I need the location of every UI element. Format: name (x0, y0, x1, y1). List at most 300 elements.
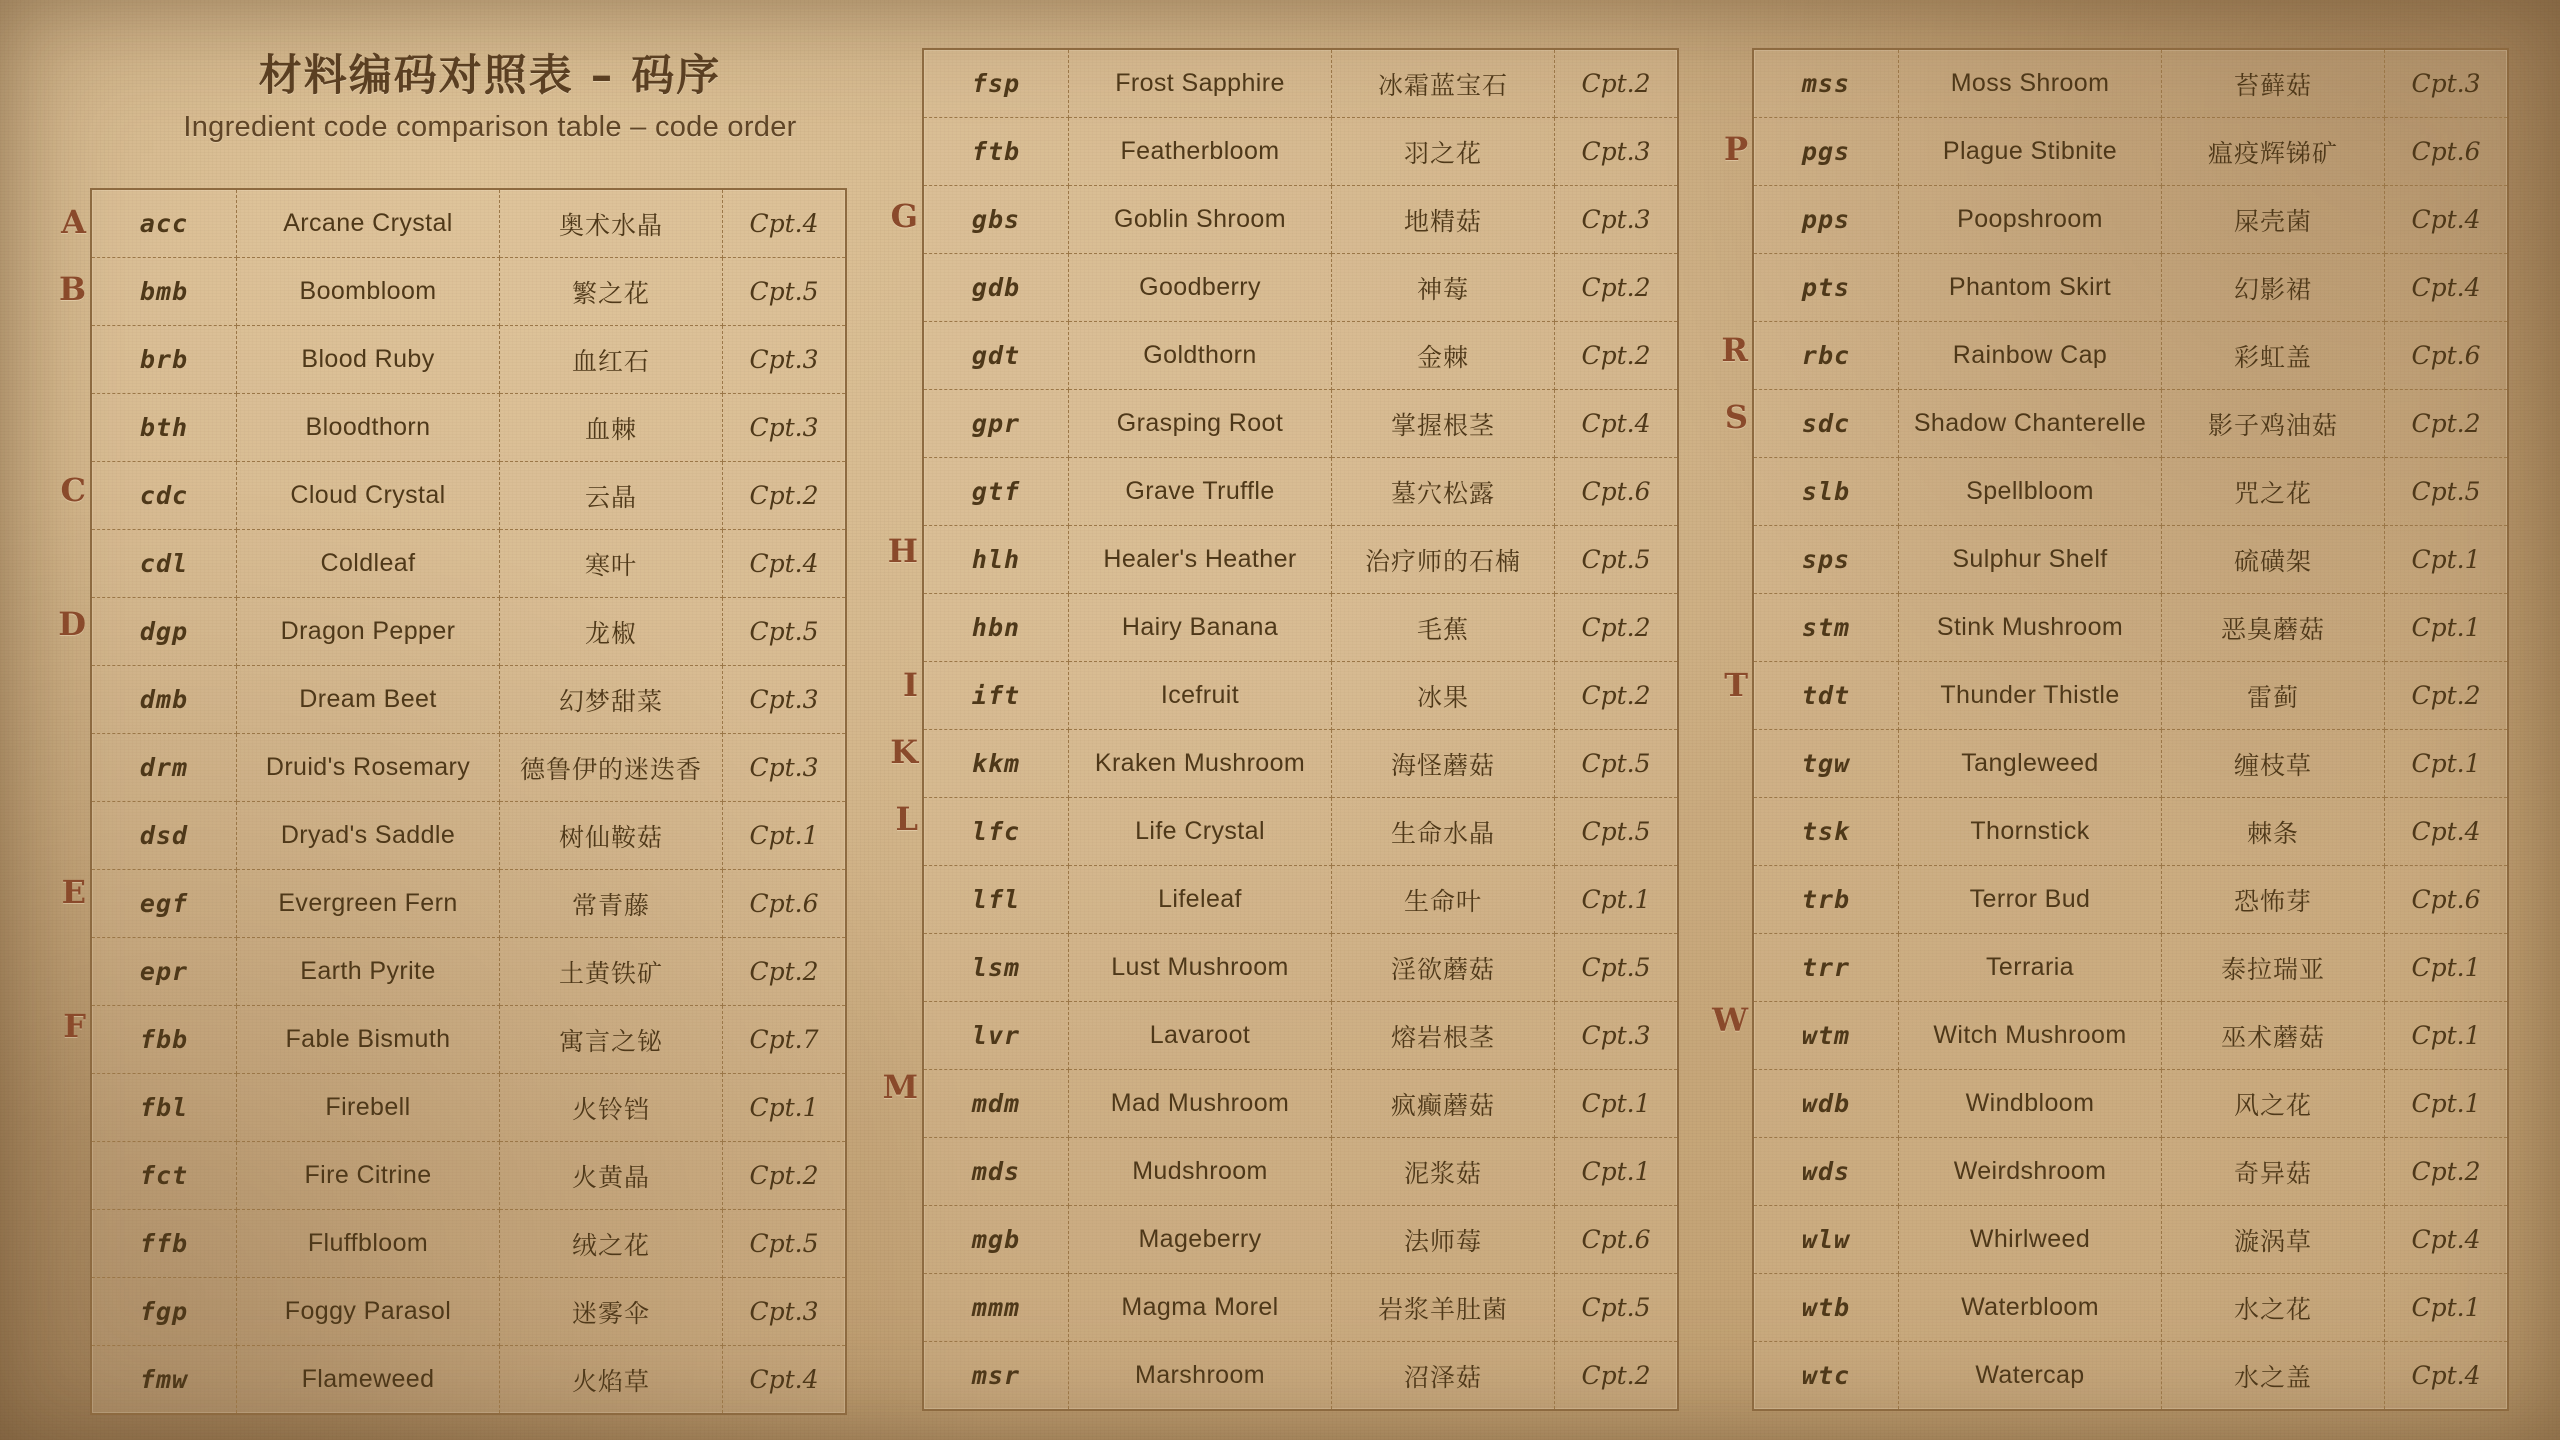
ingredient-name-en: Foggy Parasol (237, 1278, 500, 1346)
ingredient-name-en: Witch Mushroom (1899, 1002, 2162, 1070)
ingredient-name-en: Lifeleaf (1069, 866, 1332, 934)
ingredient-code: sdc (1754, 390, 1899, 458)
ingredient-name-en: Shadow Chanterelle (1899, 390, 2162, 458)
table-row (1754, 934, 2507, 1002)
group-letter-w: W (1712, 1000, 1748, 1039)
ingredient-name-en: Mad Mushroom (1069, 1070, 1332, 1138)
ingredient-chapter: Cpt.4 (2385, 186, 2508, 254)
ingredient-code: tgw (1754, 730, 1899, 798)
table-row (924, 934, 1677, 1002)
ingredient-chapter: Cpt.5 (1555, 526, 1678, 594)
table-row (1754, 730, 2507, 798)
ingredient-name-en: Grave Truffle (1069, 458, 1332, 526)
ingredient-name-en: Cloud Crystal (237, 462, 500, 530)
table-row (1754, 866, 2507, 934)
ingredient-name-en: Hairy Banana (1069, 594, 1332, 662)
ingredient-code: wtb (1754, 1274, 1899, 1342)
code-table-1 (92, 190, 845, 1413)
ingredient-code: fmw (92, 1346, 237, 1414)
ingredient-code: lfl (924, 866, 1069, 934)
ingredient-code: cdc (92, 462, 237, 530)
table-row (92, 802, 845, 870)
ingredient-name-cn: 奥术水晶 (500, 190, 723, 258)
table-row (1754, 1342, 2507, 1410)
ingredient-name-en: Plague Stibnite (1899, 118, 2162, 186)
ingredient-chapter: Cpt.2 (1581, 1361, 1651, 1390)
ingredient-code: dgp (92, 598, 237, 666)
ingredient-name-cn: 恐怖芽 (2162, 866, 2385, 934)
table-row (924, 798, 1677, 866)
ingredient-name-en: Waterbloom (1899, 1274, 2162, 1342)
table-row (92, 598, 845, 666)
table-row (92, 190, 845, 258)
table-row (924, 866, 1677, 934)
ingredient-chapter: Cpt.5 (2385, 458, 2508, 526)
ingredient-code: wdb (1754, 1070, 1899, 1138)
group-letter-a: A (61, 202, 86, 241)
ingredient-name-cn: 岩浆羊肚菌 (1332, 1274, 1555, 1342)
table-row (1754, 390, 2507, 458)
ingredient-name-en: Lavaroot (1069, 1002, 1332, 1070)
ingredient-name-cn: 海怪蘑菇 (1332, 730, 1555, 798)
ingredient-name-cn: 疯癫蘑菇 (1332, 1070, 1555, 1138)
ingredient-name-en: Goblin Shroom (1069, 186, 1332, 254)
ingredient-name-en: Terraria (1899, 934, 2162, 1002)
ingredient-code: fbb (92, 1006, 237, 1074)
ingredient-code: mdm (924, 1070, 1069, 1138)
ingredient-code: pps (1754, 186, 1899, 254)
ingredient-code: hbn (924, 594, 1069, 662)
table-row (92, 1278, 845, 1346)
ingredient-name-cn: 治疗师的石楠 (1332, 526, 1555, 594)
table-row (924, 594, 1677, 662)
ingredient-code: egf (92, 870, 237, 938)
ingredient-chapter: Cpt.2 (2385, 390, 2508, 458)
ingredient-name-cn: 棘条 (2162, 798, 2385, 866)
ingredient-chapter: Cpt.6 (723, 870, 846, 938)
ingredient-chapter: Cpt.2 (723, 1142, 846, 1210)
ingredient-name-cn: 风之花 (2162, 1070, 2385, 1138)
ingredient-chapter: Cpt.1 (1555, 1070, 1678, 1138)
table-row (92, 326, 845, 394)
ingredient-name-cn: 水之花 (2162, 1274, 2385, 1342)
ingredient-name-en: Evergreen Fern (237, 870, 500, 938)
table-row (92, 258, 845, 326)
ingredient-code: mss (1754, 50, 1899, 118)
ingredient-name-cn: 淫欲蘑菇 (1332, 934, 1555, 1002)
ingredient-name-cn: 金棘 (1332, 322, 1555, 390)
ingredient-code: rbc (1754, 322, 1899, 390)
ingredient-code: gbs (924, 186, 1069, 254)
table-row (924, 50, 1677, 118)
page-title-cn: 材料编码对照表 – 码序 (258, 51, 722, 101)
ingredient-code: dsd (92, 802, 237, 870)
ingredient-code: trb (1754, 866, 1899, 934)
ingredient-code: drm (92, 734, 237, 802)
ingredient-chapter: Cpt.1 (723, 1074, 846, 1142)
ingredient-chapter: Cpt.3 (723, 394, 846, 462)
ingredient-chapter: Cpt.2 (1555, 322, 1678, 390)
ingredient-chapter: Cpt.3 (1555, 186, 1678, 254)
ingredient-chapter: Cpt.1 (1555, 866, 1678, 934)
ingredient-name-cn: 法师莓 (1332, 1206, 1555, 1274)
ingredient-name-cn: 羽之花 (1332, 118, 1555, 186)
group-letter-i: I (903, 665, 918, 704)
ingredient-chapter: Cpt.2 (1555, 254, 1678, 322)
group-letter-h: H (887, 531, 918, 570)
ingredient-name-cn: 水之盖 (2162, 1342, 2385, 1410)
ingredient-code: ffb (92, 1210, 237, 1278)
code-table-frame-3 (1752, 48, 2509, 1411)
table-row (1754, 662, 2507, 730)
table-row (92, 462, 845, 530)
ingredient-code: epr (92, 938, 237, 1006)
ingredient-name-en: Poopshroom (1899, 186, 2162, 254)
ingredient-name-en: Watercap (1899, 1342, 2162, 1410)
table-row (924, 1070, 1677, 1138)
ingredient-chapter: Cpt.2 (1555, 594, 1678, 662)
ingredient-name-en: Healer's Heather (1069, 526, 1332, 594)
ingredient-name-en: Thunder Thistle (1899, 662, 2162, 730)
table-row (924, 1138, 1677, 1206)
ingredient-name-en: Magma Morel (1069, 1274, 1332, 1342)
ingredient-chapter: Cpt.3 (1555, 1002, 1678, 1070)
group-letter-e: E (61, 872, 86, 911)
table-row (1754, 526, 2507, 594)
ingredient-name-en: Dryad's Saddle (237, 802, 500, 870)
ingredient-name-en: Sulphur Shelf (1899, 526, 2162, 594)
ingredient-code: fbl (92, 1074, 237, 1142)
ingredient-chapter: Cpt.6 (1555, 458, 1678, 526)
table-row (92, 1074, 845, 1142)
ingredient-name-cn: 苔藓菇 (2162, 50, 2385, 118)
table-row (924, 1274, 1677, 1342)
ingredient-name-en: Grasping Root (1069, 390, 1332, 458)
table-row (92, 1142, 845, 1210)
ingredient-chapter: Cpt.4 (2385, 1206, 2508, 1274)
ingredient-code: slb (1754, 458, 1899, 526)
code-table-3 (1754, 50, 2507, 1409)
ingredient-code: wlw (1754, 1206, 1899, 1274)
ingredient-chapter: Cpt.3 (723, 734, 846, 802)
group-letter-d: D (58, 604, 86, 643)
ingredient-chapter: Cpt.4 (723, 190, 846, 258)
table-row (924, 322, 1677, 390)
ingredient-chapter: Cpt.5 (723, 1210, 846, 1278)
ingredient-name-en: Mageberry (1069, 1206, 1332, 1274)
group-letter-p: P (1723, 129, 1748, 168)
table-row (924, 390, 1677, 458)
ingredient-name-en: Featherbloom (1069, 118, 1332, 186)
group-letter-r: R (1721, 330, 1748, 369)
table-row (924, 662, 1677, 730)
ingredient-code: fsp (924, 50, 1069, 118)
code-column-2 (876, 48, 1679, 1411)
ingredient-name-cn: 沼泽菇 (1332, 1342, 1555, 1410)
ingredient-name-en: Dragon Pepper (237, 598, 500, 666)
ingredient-code: pgs (1754, 118, 1899, 186)
ingredient-chapter: Cpt.3 (1555, 118, 1678, 186)
ingredient-code: mds (924, 1138, 1069, 1206)
ingredient-code: bmb (92, 258, 237, 326)
ingredient-chapter: Cpt.1 (2385, 594, 2508, 662)
ingredient-name-en: Moss Shroom (1899, 50, 2162, 118)
ingredient-name-cn: 毛蕉 (1332, 594, 1555, 662)
ingredient-code: ftb (924, 118, 1069, 186)
ingredient-name-en: Fable Bismuth (237, 1006, 500, 1074)
ingredient-chapter: Cpt.1 (2385, 526, 2508, 594)
group-letter-l: L (895, 799, 918, 838)
ingredient-code: wds (1754, 1138, 1899, 1206)
table-row (924, 1206, 1677, 1274)
ingredient-name-cn: 生命叶 (1332, 866, 1555, 934)
ingredient-code: kkm (924, 730, 1069, 798)
ingredient-name-cn: 地精菇 (1332, 186, 1555, 254)
ingredient-code: hlh (924, 526, 1069, 594)
ingredient-chapter: Cpt.4 (1555, 390, 1678, 458)
ingredient-chapter: Cpt.3 (723, 1278, 846, 1346)
group-letter-k: K (890, 732, 918, 771)
ingredient-name-en: Frost Sapphire (1069, 50, 1332, 118)
ingredient-chapter: Cpt.1 (723, 802, 846, 870)
ingredient-chapter: Cpt.6 (1555, 1206, 1678, 1274)
ingredient-name-en: Kraken Mushroom (1069, 730, 1332, 798)
code-table-body-3 (1754, 50, 2507, 1409)
ingredient-chapter: Cpt.3 (2385, 50, 2508, 118)
ingredient-code: bth (92, 394, 237, 462)
group-letter-s: S (1724, 397, 1748, 436)
ingredient-chapter: Cpt.2 (2385, 662, 2508, 730)
ingredient-code: fct (92, 1142, 237, 1210)
ingredient-chapter: Cpt.4 (749, 1365, 819, 1394)
group-letter-t: T (1724, 665, 1748, 704)
ingredient-name-en: Fluffbloom (237, 1210, 500, 1278)
ingredient-code: brb (92, 326, 237, 394)
table-row (924, 1342, 1677, 1410)
ingredient-code: lvr (924, 1002, 1069, 1070)
table-row (1754, 322, 2507, 390)
ingredient-name-en: Druid's Rosemary (237, 734, 500, 802)
ingredient-chapter: Cpt.2 (723, 938, 846, 1006)
ingredient-code: tsk (1754, 798, 1899, 866)
ingredient-chapter: Cpt.6 (2385, 322, 2508, 390)
table-row (92, 870, 845, 938)
table-row (924, 730, 1677, 798)
ingredient-chapter: Cpt.6 (2385, 118, 2508, 186)
ingredient-name-cn: 生命水晶 (1332, 798, 1555, 866)
table-row (92, 530, 845, 598)
code-table-body-2 (924, 50, 1677, 1409)
ingredient-code: trr (1754, 934, 1899, 1002)
ingredient-name-en: Blood Ruby (237, 326, 500, 394)
table-row (92, 666, 845, 734)
ingredient-name-cn: 墓穴松露 (1332, 458, 1555, 526)
ingredient-name-cn: 雷蓟 (2162, 662, 2385, 730)
ingredient-name-en: Icefruit (1069, 662, 1332, 730)
table-row (1754, 458, 2507, 526)
ingredient-name-cn: 奇异菇 (2162, 1138, 2385, 1206)
code-column-3 (1706, 48, 2509, 1411)
ingredient-name-en: Tangleweed (1899, 730, 2162, 798)
ingredient-code: tdt (1754, 662, 1899, 730)
ingredient-name-en: Bloodthorn (237, 394, 500, 462)
ingredient-name-cn: 缠枝草 (2162, 730, 2385, 798)
ingredient-name-cn: 泥浆菇 (1332, 1138, 1555, 1206)
table-row (924, 458, 1677, 526)
ingredient-name-en: Terror Bud (1899, 866, 2162, 934)
code-table-2 (924, 50, 1677, 1409)
ingredient-name-en: Firebell (237, 1074, 500, 1142)
ingredient-chapter: Cpt.4 (723, 530, 846, 598)
ingredient-name-en: Fire Citrine (237, 1142, 500, 1210)
ingredient-name-en: Boombloom (237, 258, 500, 326)
ingredient-name-cn: 彩虹盖 (2162, 322, 2385, 390)
ingredient-name-en: Whirlweed (1899, 1206, 2162, 1274)
ingredient-name-en: Weirdshroom (1899, 1138, 2162, 1206)
ingredient-name-cn: 掌握根茎 (1332, 390, 1555, 458)
code-column-1 (44, 188, 847, 1415)
table-row (92, 394, 845, 462)
ingredient-name-en: Phantom Skirt (1899, 254, 2162, 322)
ingredient-name-cn: 熔岩根茎 (1332, 1002, 1555, 1070)
ingredient-code: fgp (92, 1278, 237, 1346)
ingredient-chapter: Cpt.5 (1555, 934, 1678, 1002)
ingredient-chapter: Cpt.4 (2385, 254, 2508, 322)
ingredient-name-en: Goldthorn (1069, 322, 1332, 390)
ingredient-name-cn: 树仙鞍菇 (500, 802, 723, 870)
ingredient-chapter: Cpt.1 (1555, 1138, 1678, 1206)
ingredient-name-cn: 火铃铛 (500, 1074, 723, 1142)
ingredient-chapter: Cpt.6 (2385, 866, 2508, 934)
ingredient-name-cn: 巫术蘑菇 (2162, 1002, 2385, 1070)
table-row (1754, 186, 2507, 254)
ingredient-code: mgb (924, 1206, 1069, 1274)
ingredient-code: lfc (924, 798, 1069, 866)
ingredient-name-cn: 冰果 (1332, 662, 1555, 730)
ingredient-name-cn: 寒叶 (500, 530, 723, 598)
ingredient-name-en: Windbloom (1899, 1070, 2162, 1138)
ingredient-chapter: Cpt.5 (1555, 1274, 1678, 1342)
table-row (1754, 118, 2507, 186)
ingredient-name-en: Rainbow Cap (1899, 322, 2162, 390)
ingredient-chapter: Cpt.5 (1555, 798, 1678, 866)
ingredient-chapter: Cpt.3 (723, 666, 846, 734)
ingredient-name-cn: 瘟疫辉锑矿 (2162, 118, 2385, 186)
table-row (1754, 1274, 2507, 1342)
ingredient-name-en: Dream Beet (237, 666, 500, 734)
ingredient-code: sps (1754, 526, 1899, 594)
ingredient-name-cn: 火黄晶 (500, 1142, 723, 1210)
ingredient-name-en: Coldleaf (237, 530, 500, 598)
ingredient-name-cn: 土黄铁矿 (500, 938, 723, 1006)
ingredient-code: ift (924, 662, 1069, 730)
ingredient-name-en: Thornstick (1899, 798, 2162, 866)
ingredient-code: gtf (924, 458, 1069, 526)
table-row (92, 1006, 845, 1074)
ingredient-name-cn: 咒之花 (2162, 458, 2385, 526)
ingredient-name-cn: 德鲁伊的迷迭香 (500, 734, 723, 802)
ingredient-chapter: Cpt.5 (1555, 730, 1678, 798)
ingredient-chapter: Cpt.1 (2385, 1070, 2508, 1138)
table-row (924, 254, 1677, 322)
ingredient-name-en: Lust Mushroom (1069, 934, 1332, 1002)
ingredient-name-cn: 龙椒 (500, 598, 723, 666)
ingredient-code: acc (92, 190, 237, 258)
table-row (1754, 50, 2507, 118)
ingredient-name-cn: 云晶 (500, 462, 723, 530)
ingredient-code: mmm (924, 1274, 1069, 1342)
table-row (1754, 594, 2507, 662)
ingredient-chapter: Cpt.5 (723, 598, 846, 666)
ingredient-name-cn: 影子鸡油菇 (2162, 390, 2385, 458)
ingredient-chapter: Cpt.4 (2411, 1361, 2481, 1390)
ingredient-name-cn: 火焰草 (500, 1346, 723, 1414)
ingredient-code: wtm (1754, 1002, 1899, 1070)
table-row (1754, 254, 2507, 322)
ingredient-code: stm (1754, 594, 1899, 662)
table-row (1754, 1070, 2507, 1138)
ingredient-name-cn: 泰拉瑞亚 (2162, 934, 2385, 1002)
ingredient-name-en: Earth Pyrite (237, 938, 500, 1006)
ingredient-code: gdt (924, 322, 1069, 390)
ingredient-chapter: Cpt.1 (2385, 730, 2508, 798)
code-table-frame-2 (922, 48, 1679, 1411)
ingredient-chapter: Cpt.4 (2385, 798, 2508, 866)
ingredient-code: pts (1754, 254, 1899, 322)
ingredient-name-cn: 硫磺架 (2162, 526, 2385, 594)
ingredient-chapter: Cpt.5 (723, 258, 846, 326)
ingredient-name-cn: 屎壳菌 (2162, 186, 2385, 254)
ingredient-name-en: Marshroom (1069, 1342, 1332, 1410)
ingredient-name-en: Goodberry (1069, 254, 1332, 322)
table-row (92, 1346, 845, 1414)
table-row (924, 186, 1677, 254)
ingredient-name-en: Spellbloom (1899, 458, 2162, 526)
ingredient-chapter: Cpt.2 (723, 462, 846, 530)
ingredient-name-cn: 常青藤 (500, 870, 723, 938)
table-row (92, 1210, 845, 1278)
ingredient-name-en: Arcane Crystal (237, 190, 500, 258)
ingredient-chapter: Cpt.2 (2385, 1138, 2508, 1206)
ingredient-name-cn: 幻梦甜菜 (500, 666, 723, 734)
ingredient-chapter: Cpt.1 (2385, 1002, 2508, 1070)
ingredient-name-cn: 寓言之铋 (500, 1006, 723, 1074)
ingredient-name-cn: 迷雾伞 (500, 1278, 723, 1346)
page-title-en: Ingredient code comparison table – code order (183, 111, 797, 143)
ingredient-code: cdl (92, 530, 237, 598)
ingredient-chapter: Cpt.7 (723, 1006, 846, 1074)
ingredient-name-cn: 恶臭蘑菇 (2162, 594, 2385, 662)
group-letter-b: B (58, 269, 86, 308)
table-row (1754, 1138, 2507, 1206)
ingredient-chapter: Cpt.1 (2385, 934, 2508, 1002)
ingredient-code: msr (924, 1342, 1069, 1410)
table-row (924, 1002, 1677, 1070)
ingredient-code: dmb (92, 666, 237, 734)
ingredient-code: lsm (924, 934, 1069, 1002)
table-row (92, 938, 845, 1006)
title-block (110, 42, 870, 144)
table-row (1754, 1206, 2507, 1274)
ingredient-name-cn: 绒之花 (500, 1210, 723, 1278)
group-letter-g: G (890, 196, 918, 235)
group-letter-m: M (882, 1067, 918, 1106)
table-row (1754, 798, 2507, 866)
table-row (924, 118, 1677, 186)
ingredient-code: wtc (1754, 1342, 1899, 1410)
ingredient-name-en: Mudshroom (1069, 1138, 1332, 1206)
ingredient-name-cn: 血红石 (500, 326, 723, 394)
